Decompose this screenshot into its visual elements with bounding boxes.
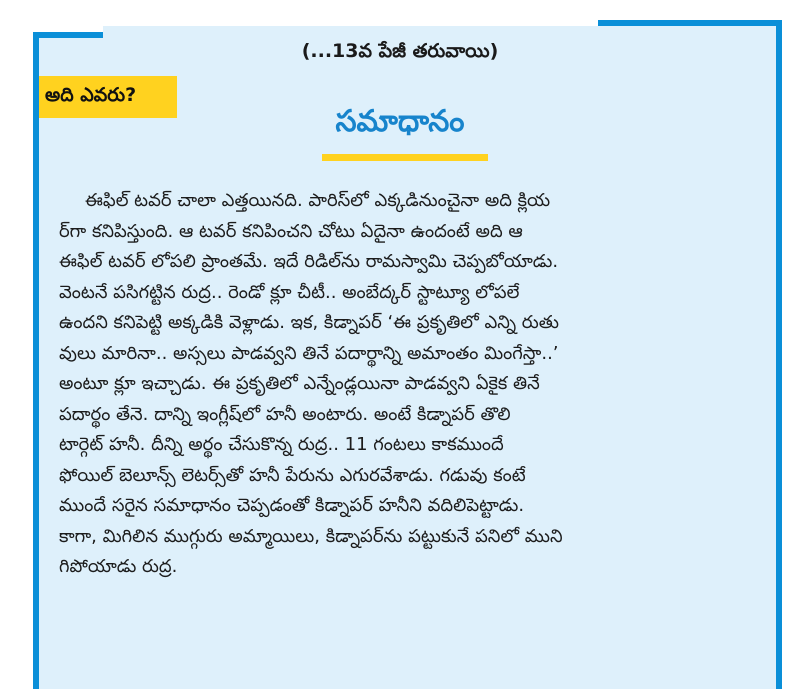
article-body bbox=[59, 186, 759, 583]
article-line: ఉందని కనిపెట్టి అక్కడికి వెళ్లాడు. ఇక, కిడ్నాపర్ ‘ఈ ప్రకృతిలో ఎన్ని రుతు bbox=[59, 312, 559, 333]
article-line: ర్‌గా కనిపిస్తుంది. ఆ టవర్ కనిపించని చోటు ఏదైనా ఉందంటే అది ఆ bbox=[59, 220, 523, 242]
article-line: ముందే సరైన సమాధానం చెప్పడంతో కిడ్నాపర్ హనీని వదిలిపెట్టాడు. bbox=[59, 495, 525, 516]
article-line: వులు మారినా.. అస్సలు పాడవ్వని తినే పదార్థాన్ని అమాంతం మింగేస్తా..’ bbox=[59, 342, 559, 364]
article-title: సమాధానం bbox=[335, 104, 465, 139]
article-line: కాగా, మిగిలిన ముగ్గురు అమ్మాయిలు, కిడ్నాపర్‌ను పట్టుకునే పనిలో ముని bbox=[59, 525, 563, 547]
panel-background-top bbox=[103, 26, 776, 38]
article-line: పదార్థం తేనె. దాన్ని ఇంగ్లీష్‌లో హనీ అంటారు. అంటే కిడ్నాపర్ తొలి bbox=[59, 403, 511, 425]
article-line: అంటూ క్లూ ఇచ్చాడు. ఈ ప్రకృతిలో ఎన్నేండ్లయినా పాడవ్వని ఏకైక తినే bbox=[59, 373, 540, 394]
article-line: వెంటనే పసిగట్టిన రుద్ర.. రెండో క్లూ చీటీ.. అంబేద్కర్ స్టాట్యూ లోపలే bbox=[59, 281, 520, 303]
section-badge-label: అది ఎవరు? bbox=[45, 84, 137, 106]
article-line: గిపోయాడు రుద్ర. bbox=[59, 556, 178, 577]
article-line: ఈఫిల్ టవర్ చాలా ఎత్తయినది. పారిస్‌లో ఎక్కడినుంచైనా అది క్లియ bbox=[85, 190, 551, 211]
article-line: ఈఫిల్ టవర్ లోపలి ప్రాంతమే. ఇదే రిడిల్‌ను రామస్వామి చెప్పబోయాడు. bbox=[59, 251, 559, 272]
article-line: ఫోయిల్ బెలూన్స్ లెటర్స్‌తో హనీ పేరును ఎగురవేశాడు. గడువు కంటే bbox=[59, 464, 526, 486]
continued-from-label: (...13వ పేజీ తరువాయి) bbox=[301, 40, 499, 62]
title-underline bbox=[322, 154, 488, 161]
article-line: టార్గెట్ హనీ. దీన్ని అర్థం చేసుకొన్న రుద్ర.. 11 గంటలు కాకముందే bbox=[59, 434, 504, 455]
